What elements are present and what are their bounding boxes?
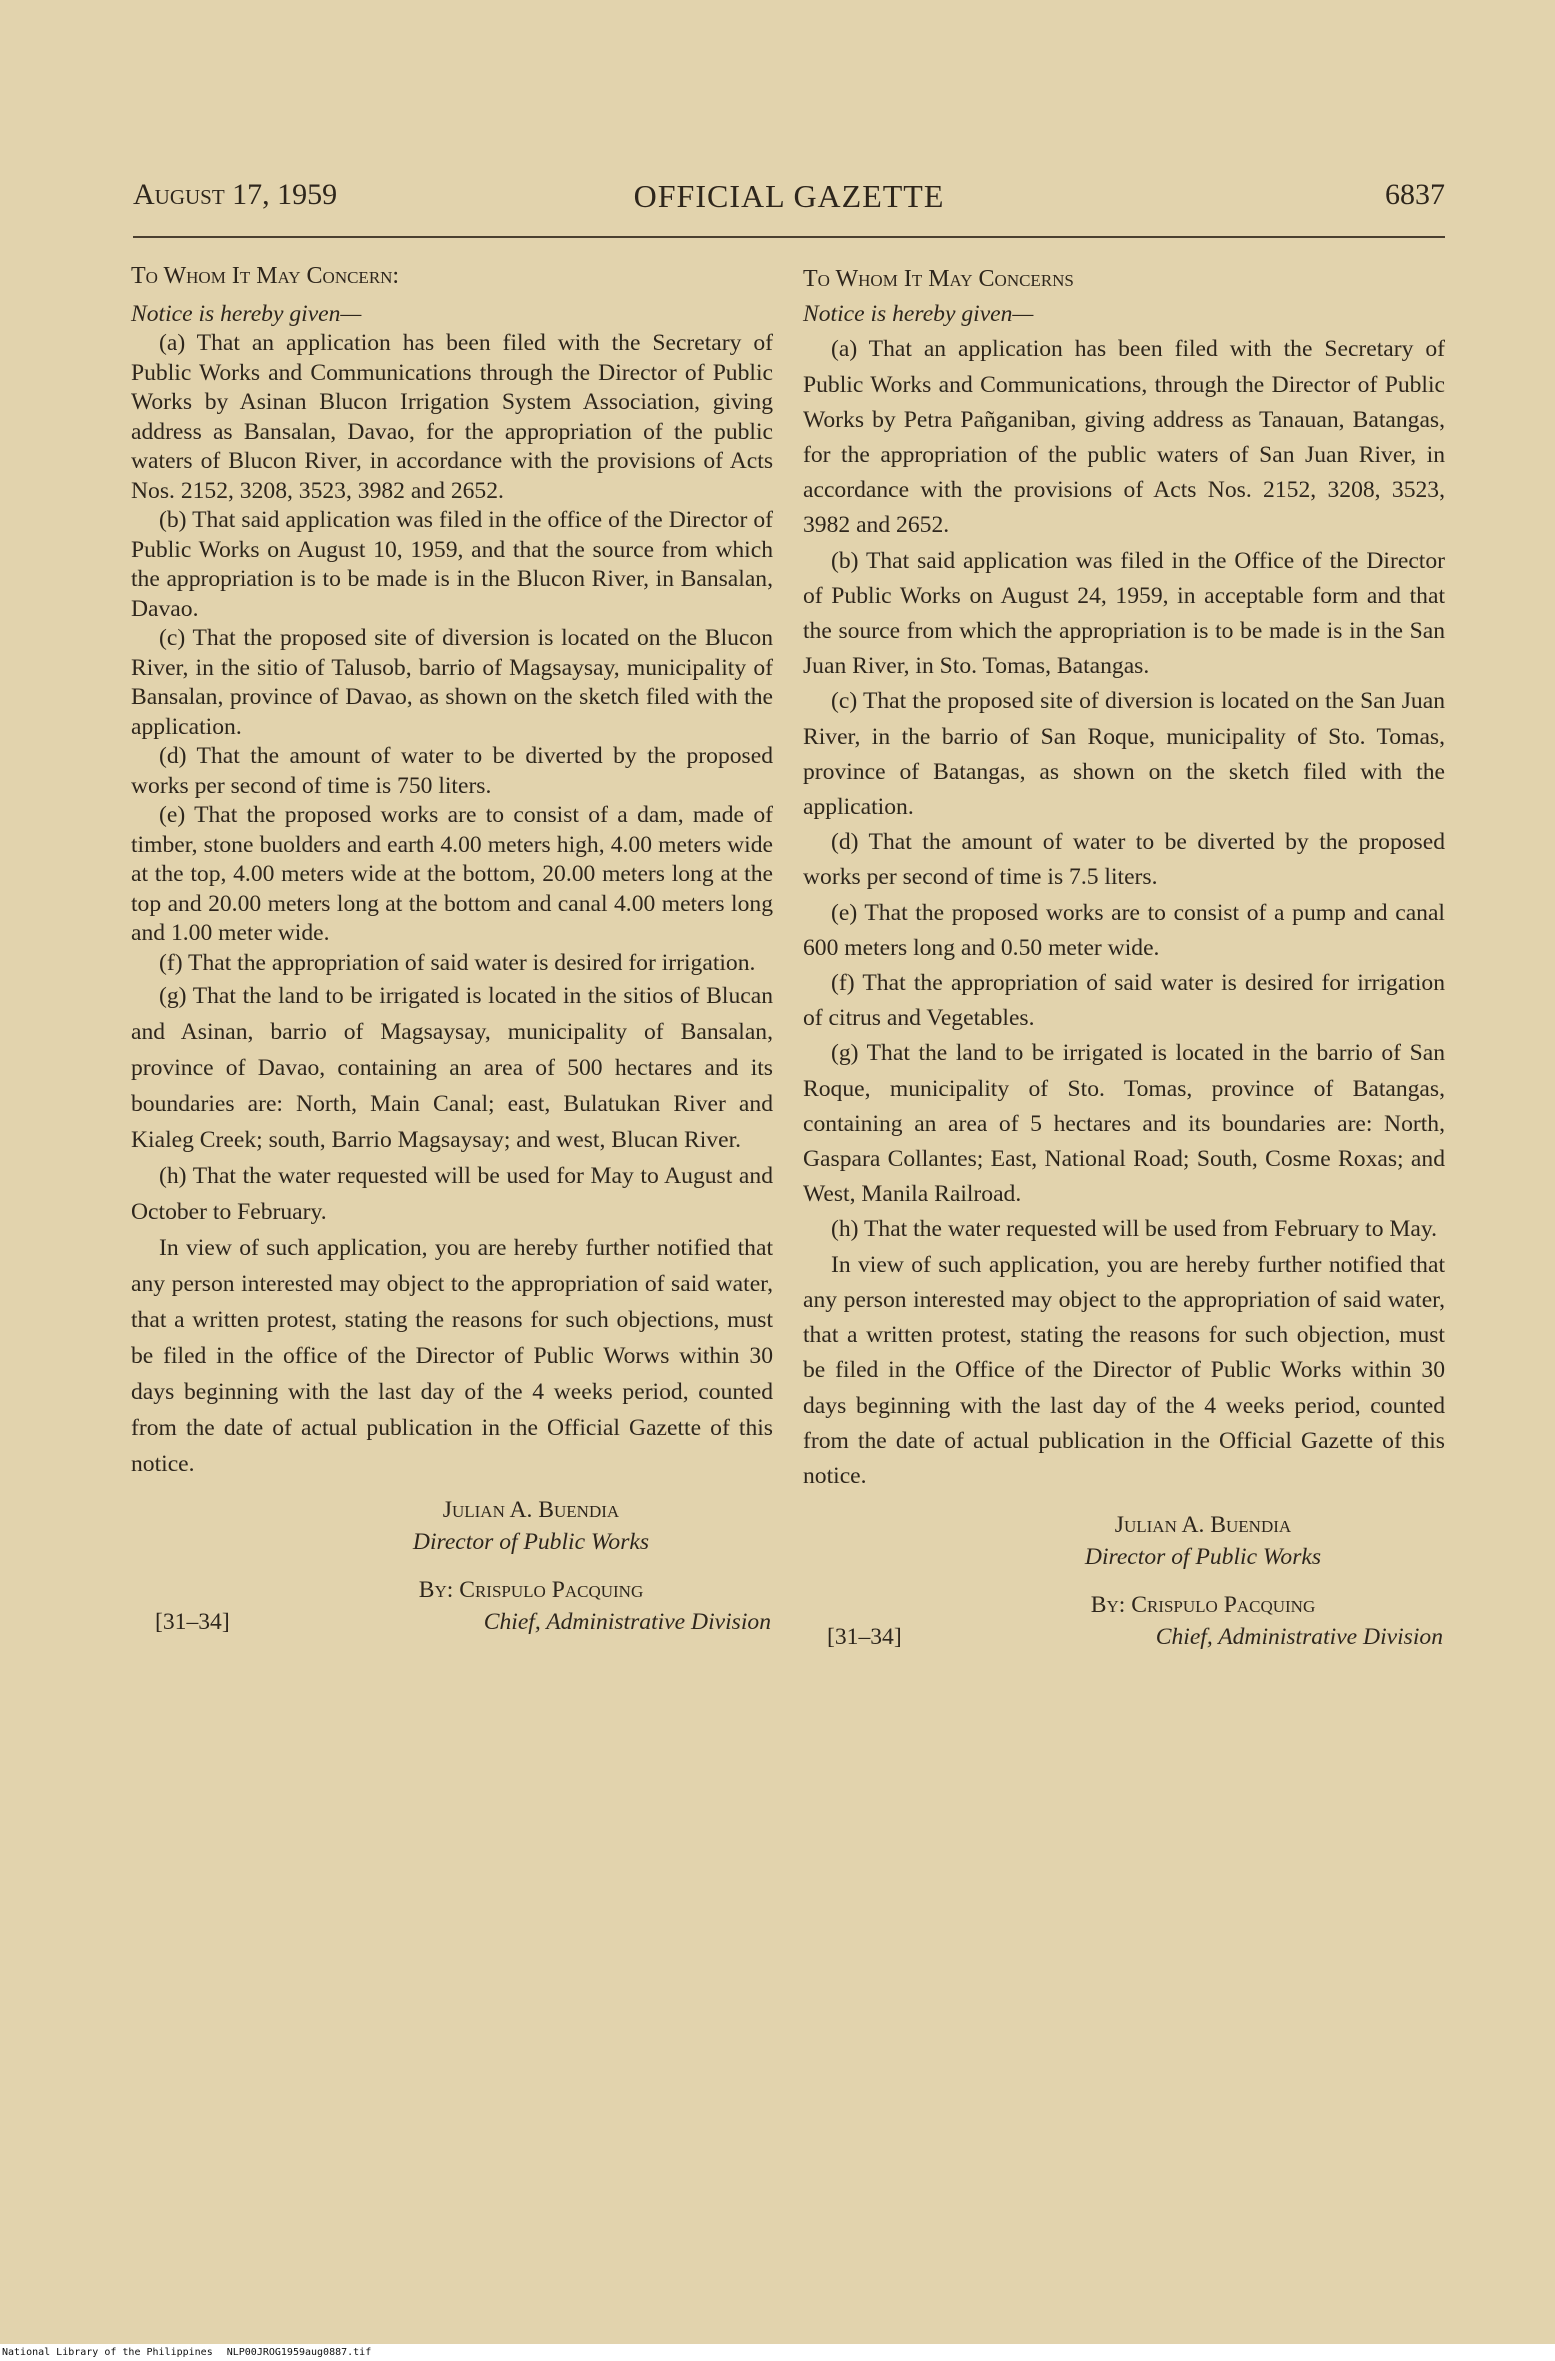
left-column (131, 262, 773, 1635)
paragraph-f: (f) That the appropriation of said water is desired for irrigation. (159, 949, 756, 976)
by-line: By: Crispulo Pacquing (418, 1577, 644, 1603)
paragraph-g: (g) That the land to be irrigated is located in the barrio of San Roque, municipality of Sto. Tomas, province of Batangas, containing an area of 5 hectares and its boundaries are: North, Gaspara Collantes; East, National Road; South, Cosme Roxas; and West, Manila Railroad. (803, 1040, 1445, 1208)
page-number: 6837 (1385, 178, 1445, 211)
page-header (133, 178, 1445, 222)
closing-paragraph: In view of such application, you are hereby further notified that any person interested may object to the appropriation of said water, that a written protest, stating the reasons for such objection, must be filed in the Office of the Director of Public Works within 30 days beginning with the last day of the 4 weeks period, counted from the date of actual publication in the Official Gazette of this notice. (803, 1251, 1445, 1489)
paragraph-c: (c) That the proposed site of diversion is located on the Blucon River, in the sitio of Talusob, barrio of Magsaysay, municipality of Bansalan, province of Davao, as shown on the sketch filed with the application. (131, 625, 773, 740)
publication-title: OFFICIAL GAZETTE (633, 178, 945, 214)
signature-block (131, 1496, 773, 1635)
notice-heading: To Whom It May Concern: (131, 263, 400, 289)
notice-intro: Notice is hereby given— (803, 301, 1034, 328)
issue-code: [31–34] (155, 1609, 230, 1635)
paragraph-f: (f) That the appropriation of said water is desired for irrigation of citrus and Vegetables. (803, 970, 1445, 1032)
paragraph-h: (h) That the water requested will be used from February to May. (831, 1216, 1438, 1243)
by-line: By: Crispulo Pacquing (1090, 1592, 1316, 1619)
paragraph-e: (e) That the proposed works are to consist of a pump and canal 600 meters long and 0.50 meter wide. (803, 899, 1445, 961)
paragraph-b: (b) That said application was filed in the office of the Director of Public Works on August 10, 1959, and that the source from which the appropriation is to be made is in the Blucon River, in Bansalan, Davao. (131, 507, 773, 622)
by-title: Chief, Administrative Division (1155, 1624, 1443, 1651)
paragraph-g: (g) That the land to be irrigated is located in the sitios of Blucan and Asinan, barrio of Magsaysay, municipality of Bansalan, province of Davao, containing an area of 500 hectares and its boundaries are: North, Main Canal; east, Bulatukan River and Kialeg Creek; south, Barrio Magsaysay; and west, Blucan River. (131, 983, 773, 1153)
signatory-title: Director of Public Works (1084, 1544, 1322, 1571)
signatory-name: Julian A. Buendia (442, 1497, 620, 1523)
library-credit: National Library of the Philippines (2, 2347, 213, 2358)
paragraph-a: (a) That an application has been filed with the Secretary of Public Works and Communications through the Director of Public Works by Asinan Blucon Irrigation System Association, giving address as Bansalan, Davao, for the appropriation of the public waters of Blucon River, in accordance with the provisions of Acts Nos. 2152, 3208, 3523, 3982 and 2652. (131, 330, 773, 504)
paragraph-b: (b) That said application was filed in the Office of the Director of Public Works on August 24, 1959, in acceptable form and that the source from which the appropriation is to be made is in the San Juan River, in Sto. Tomas, Batangas. (803, 547, 1445, 680)
paragraph-d: (d) That the amount of water to be diverted by the proposed works per second of time is 7.5 liters. (803, 829, 1445, 891)
signatory-title: Director of Public Works (412, 1529, 650, 1555)
issue-code: [31–34] (827, 1624, 902, 1651)
paragraph-c: (c) That the proposed site of diversion is located on the San Juan River, in the barrio of San Roque, municipality of Sto. Tomas, province of Batangas, as shown on the sketch filed with the application. (803, 688, 1445, 821)
paragraph-e: (e) That the proposed works are to consist of a dam, made of timber, stone buolders and earth 4.00 meters high, 4.00 meters wide at the top, 4.00 meters wide at the bottom, 20.00 meters long at the top and 20.00 meters long at the bottom and canal 4.00 meters long and 1.00 meter wide. (131, 802, 773, 946)
paragraph-d: (d) That the amount of water to be diverted by the proposed works per second of time is 750 liters. (131, 743, 773, 799)
issue-date: August 17, 1959 (133, 178, 338, 211)
closing-paragraph: In view of such application, you are hereby further notified that any person interested may object to the appropriation of said water, that a written protest, stating the reasons for such objections, must be filed in the office of the Director of Public Worws within 30 days beginning with the last day of the 4 weeks period, counted from the date of actual publication in the Official Gazette of this notice. (131, 1235, 773, 1477)
signature-block (803, 1508, 1445, 1651)
paragraph-h: (h) That the water requested will be used for May to August and October to February. (131, 1163, 773, 1225)
scan-filename: NLP00JROG1959aug0887.tif (226, 2347, 372, 2358)
scan-footer (0, 2344, 1555, 2361)
notice-intro: Notice is hereby given— (131, 300, 362, 327)
right-column (803, 262, 1445, 1651)
header-rule (133, 236, 1445, 238)
signatory-name: Julian A. Buendia (1114, 1512, 1292, 1539)
paragraph-a: (a) That an application has been filed with the Secretary of Public Works and Communications, through the Director of Public Works by Petra Pañganiban, giving address as Tanauan, Batangas, for the appropriation of the public waters of San Juan River, in accordance with the provisions of Acts Nos. 2152, 3208, 3523, 3982 and 2652. (803, 336, 1445, 539)
by-title: Chief, Administrative Division (483, 1609, 771, 1635)
notice-heading: To Whom It May Concerns (803, 266, 1074, 292)
